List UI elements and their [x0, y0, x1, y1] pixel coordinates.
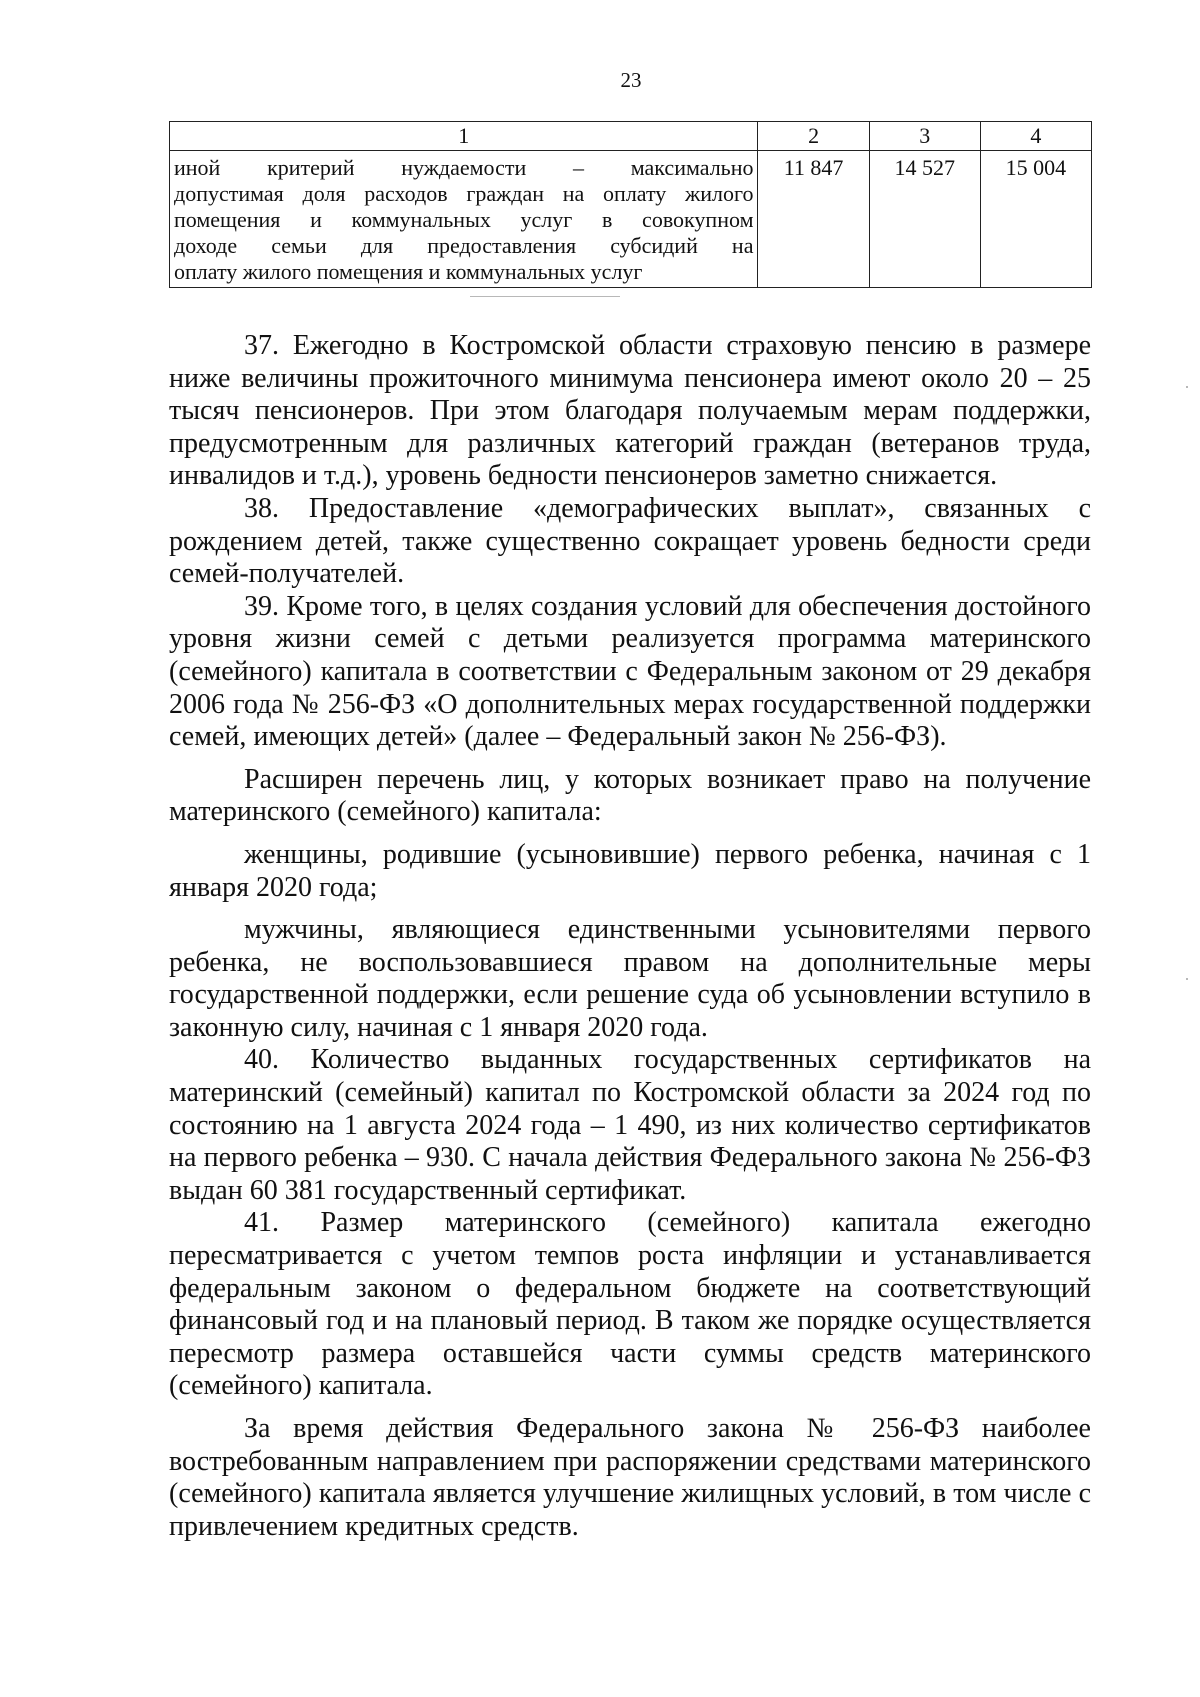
table-cell-value: 15 004: [980, 151, 1091, 288]
table-header-cell: 3: [869, 122, 980, 151]
table-description-line: оплату жилого помещения и коммунальных услуг: [174, 259, 643, 284]
paragraph: мужчины, являющиеся единственными усыновителями первого ребенка, не воспользовавшиеся правом на дополнительные меры государственной поддержки, если решение суда об усыновлении вступило в законную силу, начиная с 1 января 2020 года.: [169, 914, 1091, 1043]
paragraph: За время действия Федерального закона № 256-ФЗ наиболее востребованным направлением при распоряжении средствами материнского (семейного) капитала является улучшение жилищных условий, в том числе с привлечением кредитных средств.: [169, 1413, 1091, 1542]
scan-artifact: [1186, 978, 1188, 980]
scan-artifact: [470, 296, 620, 297]
scan-artifact: [1186, 386, 1188, 388]
page-number: 23: [620, 68, 642, 92]
document-body: [169, 330, 1091, 1543]
table-description-line: доходе семьи для предоставления субсидий на: [174, 233, 754, 258]
table-description-line: иной критерий нуждаемости – максимально: [174, 155, 754, 180]
table-header-cell: 2: [758, 122, 869, 151]
paragraph: 40. Количество выданных государственных сертификатов на материнский (семейный) капитал по Костромской области за 2024 год по состоянию на 1 августа 2024 года – 1 490, из них количество сертификатов на первого ребенка – 930. С начала действия Федерального закона № 256-ФЗ выдан 60 381 государственный сертификат.: [169, 1044, 1091, 1206]
data-table: [169, 121, 1092, 288]
table-header-cell: 4: [980, 122, 1091, 151]
table-cell-value: 14 527: [869, 151, 980, 288]
paragraph: 37. Ежегодно в Костромской области страховую пенсию в размере ниже величины прожиточного минимума пенсионера имеют около 20 – 25 тысяч пенсионеров. При этом благодаря получаемым мерам поддержки, предусмотренным для различных категорий граждан (ветеранов труда, инвалидов и т.д.), уровень бедности пенсионеров заметно снижается.: [169, 330, 1091, 492]
paragraph: Расширен перечень лиц, у которых возникает право на получение материнского (семейного) капитала:: [169, 763, 1091, 828]
table-cell-value: 11 847: [758, 151, 869, 288]
table-description-line: помещения и коммунальных услуг в совокупном: [174, 207, 754, 232]
table-cell-description: [170, 151, 758, 288]
table-row: [170, 151, 1092, 288]
table-header-cell: 1: [170, 122, 758, 151]
paragraph: 38. Предоставление «демографических выплат», связанных с рождением детей, также существенно сокращает уровень бедности среди семей-получателей.: [169, 492, 1091, 590]
table-description-line: допустимая доля расходов граждан на оплату жилого: [174, 181, 754, 206]
paragraph: женщины, родившие (усыновившие) первого ребенка, начиная с 1 января 2020 года;: [169, 838, 1091, 903]
table-header-row: [170, 122, 1092, 151]
paragraph: 41. Размер материнского (семейного) капитала ежегодно пересматривается с учетом темпов роста инфляции и устанавливается федеральным законом о федеральном бюджете на соответствующий финансовый год и на плановый период. В таком же порядке осуществляется пересмотр размера оставшейся части суммы средств материнского (семейного) капитала.: [169, 1207, 1091, 1402]
paragraph: 39. Кроме того, в целях создания условий для обеспечения достойного уровня жизни семей с детьми реализуется программа материнского (семейного) капитала в соответствии с Федеральным законом от 29 декабря 2006 года № 256-ФЗ «О дополнительных мерах государственной поддержки семей, имеющих детей» (далее – Федеральный закон № 256-ФЗ).: [169, 590, 1091, 753]
